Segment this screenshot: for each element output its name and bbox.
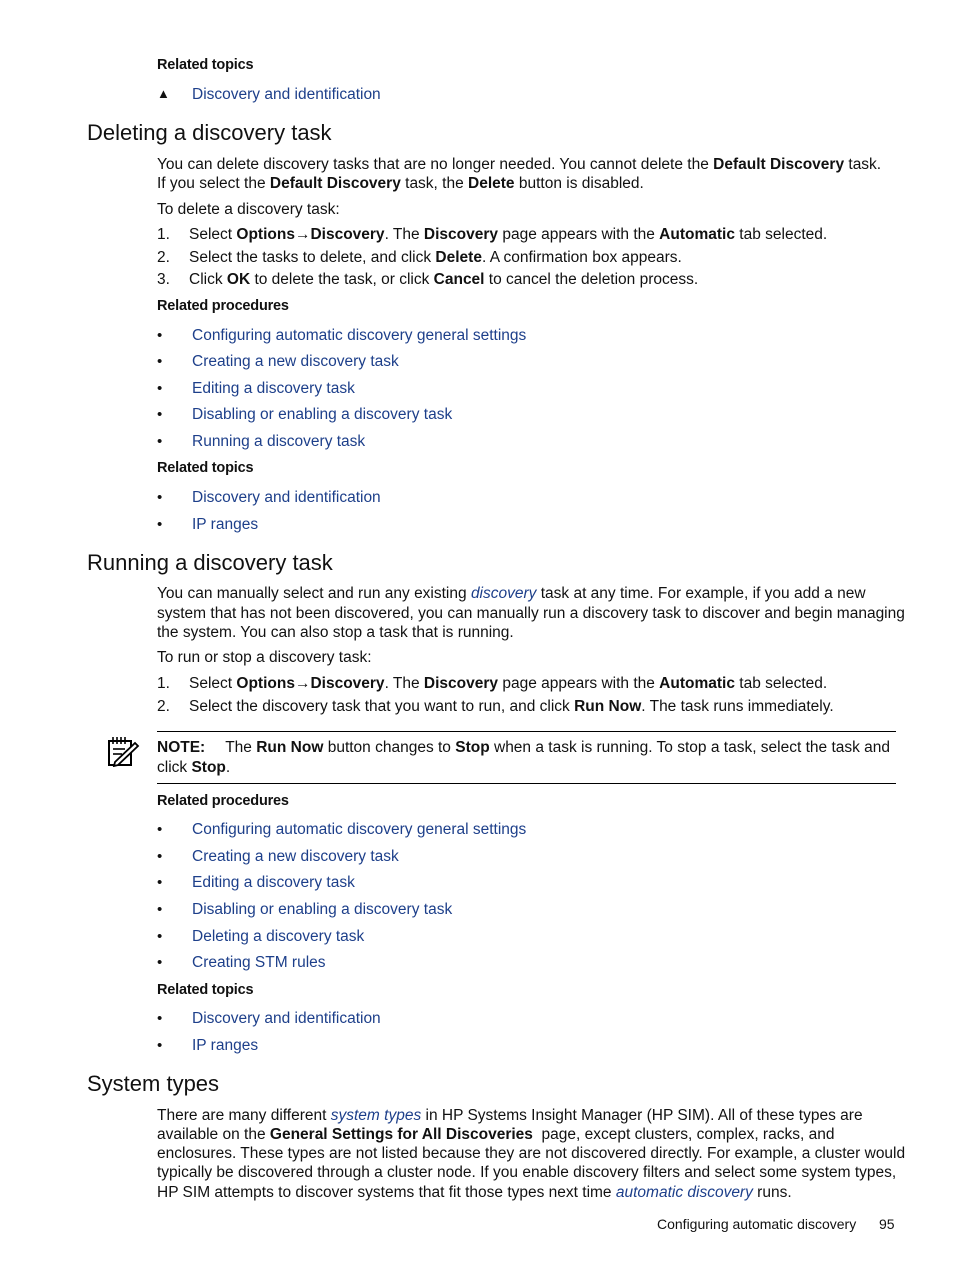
term-automatic-discovery-link[interactable]: automatic discovery [615, 1184, 753, 1201]
step-text: Select the discovery task that you want to run, and click Run Now. The task runs immediately. [189, 698, 834, 715]
link-creating-stm-rules[interactable]: Creating STM rules [192, 954, 326, 971]
term-system-types-link[interactable]: system types [330, 1107, 422, 1124]
link-creating-new-discovery-task[interactable]: Creating a new discovery task [192, 848, 399, 865]
link-discovery-and-identification[interactable]: Discovery and identification [192, 489, 381, 506]
note-label: NOTE: [157, 739, 206, 756]
link-editing-discovery-task[interactable]: Editing a discovery task [192, 874, 355, 891]
step-number: 2. [157, 698, 170, 715]
link-ip-ranges[interactable]: IP ranges [192, 516, 259, 533]
running-lead: To run or stop a discovery task: [157, 649, 372, 666]
link-configuring-automatic-discovery[interactable]: Configuring automatic discovery general settings [192, 821, 527, 838]
footer-page-number: 95 [879, 1216, 895, 1232]
system-types-line3: enclosures. These types are not listed because they are not discovered directly. For example, a cluster would [157, 1145, 906, 1162]
bullet-icon: • [157, 848, 163, 865]
system-types-line4: typically be discovered through a cluster node. If you enable discovery filters and select some system types, [157, 1164, 897, 1181]
step-number: 1. [157, 675, 170, 692]
bullet-icon: • [157, 901, 163, 918]
step-number: 3. [157, 271, 170, 288]
step-number: 1. [157, 226, 170, 243]
bullet-icon: • [157, 821, 163, 838]
term-discovery-link[interactable]: discovery [470, 585, 537, 602]
deleting-lead: To delete a discovery task: [157, 201, 340, 218]
running-intro-line2: system that has not been discovered, you can manually run a discovery task to discover and begin managing [157, 605, 905, 622]
heading-running-discovery-task: Running a discovery task [87, 550, 333, 575]
link-discovery-and-identification[interactable]: Discovery and identification [192, 1010, 381, 1027]
system-types-line2: available on the General Settings for All Discoveries page, except clusters, complex, racks, and [157, 1126, 835, 1143]
bullet-icon: • [157, 380, 163, 397]
related-topics-label: Related topics [157, 982, 254, 998]
note-line2: click Stop. [157, 759, 231, 776]
related-topics-label: Related topics [157, 460, 254, 476]
link-editing-discovery-task[interactable]: Editing a discovery task [192, 380, 355, 397]
step-text: Click OK to delete the task, or click Cancel to cancel the deletion process. [189, 271, 699, 288]
related-procedures-label: Related procedures [157, 298, 289, 314]
link-running-discovery-task[interactable]: Running a discovery task [192, 433, 366, 450]
bullet-icon: • [157, 353, 163, 370]
note-bottom-rule [157, 783, 896, 784]
heading-system-types: System types [87, 1071, 220, 1096]
running-intro-line3: the system. You can also stop a task that is running. [157, 624, 514, 641]
system-types-line1: There are many different system types in HP Systems Insight Manager (HP SIM). All of these types are [157, 1107, 863, 1124]
note-pencil-icon [105, 735, 141, 767]
bullet-icon: • [157, 1037, 163, 1054]
bullet-icon: • [157, 433, 163, 450]
footer-section-title: Configuring automatic discovery [657, 1216, 857, 1232]
bullet-icon: • [157, 874, 163, 891]
bullet-icon: • [157, 954, 163, 971]
note-line1: NOTE: The Run Now button changes to Stop when a task is running. To stop a task, select the task and [157, 739, 891, 756]
link-creating-new-discovery-task[interactable]: Creating a new discovery task [192, 353, 399, 370]
heading-deleting-discovery-task: Deleting a discovery task [87, 120, 332, 145]
bullet-icon: • [157, 1010, 163, 1027]
running-intro-line1: You can manually select and run any existing discovery task at any time. For example, if you add a new [157, 585, 866, 602]
bullet-icon: • [157, 928, 163, 945]
bullet-icon: • [157, 406, 163, 423]
related-topics-label: Related topics [157, 57, 254, 73]
link-disabling-enabling-discovery-task[interactable]: Disabling or enabling a discovery task [192, 901, 453, 918]
step-text: Select Options→Discovery. The Discovery page appears with the Automatic tab selected. [189, 675, 828, 692]
deleting-intro-line2: If you select the Default Discovery task, the Delete button is disabled. [157, 175, 644, 192]
related-procedures-label: Related procedures [157, 793, 289, 809]
bullet-icon: • [157, 516, 163, 533]
triangle-bullet-icon: ▲ [157, 86, 170, 101]
system-types-line5: HP SIM attempts to discover systems that fit those types next time automatic discovery runs. [157, 1184, 792, 1201]
link-deleting-discovery-task[interactable]: Deleting a discovery task [192, 928, 365, 945]
step-number: 2. [157, 249, 170, 266]
step-text: Select Options→Discovery. The Discovery page appears with the Automatic tab selected. [189, 226, 828, 243]
bullet-icon: • [157, 327, 163, 344]
link-configuring-automatic-discovery[interactable]: Configuring automatic discovery general settings [192, 327, 527, 344]
bullet-icon: • [157, 489, 163, 506]
link-ip-ranges[interactable]: IP ranges [192, 1037, 259, 1054]
deleting-intro-line1: You can delete discovery tasks that are no longer needed. You cannot delete the Default Discovery task. [157, 156, 882, 173]
link-disabling-enabling-discovery-task[interactable]: Disabling or enabling a discovery task [192, 406, 453, 423]
link-discovery-and-identification[interactable]: Discovery and identification [192, 86, 381, 103]
step-text: Select the tasks to delete, and click Delete. A confirmation box appears. [189, 249, 682, 266]
note-top-rule [157, 731, 896, 732]
